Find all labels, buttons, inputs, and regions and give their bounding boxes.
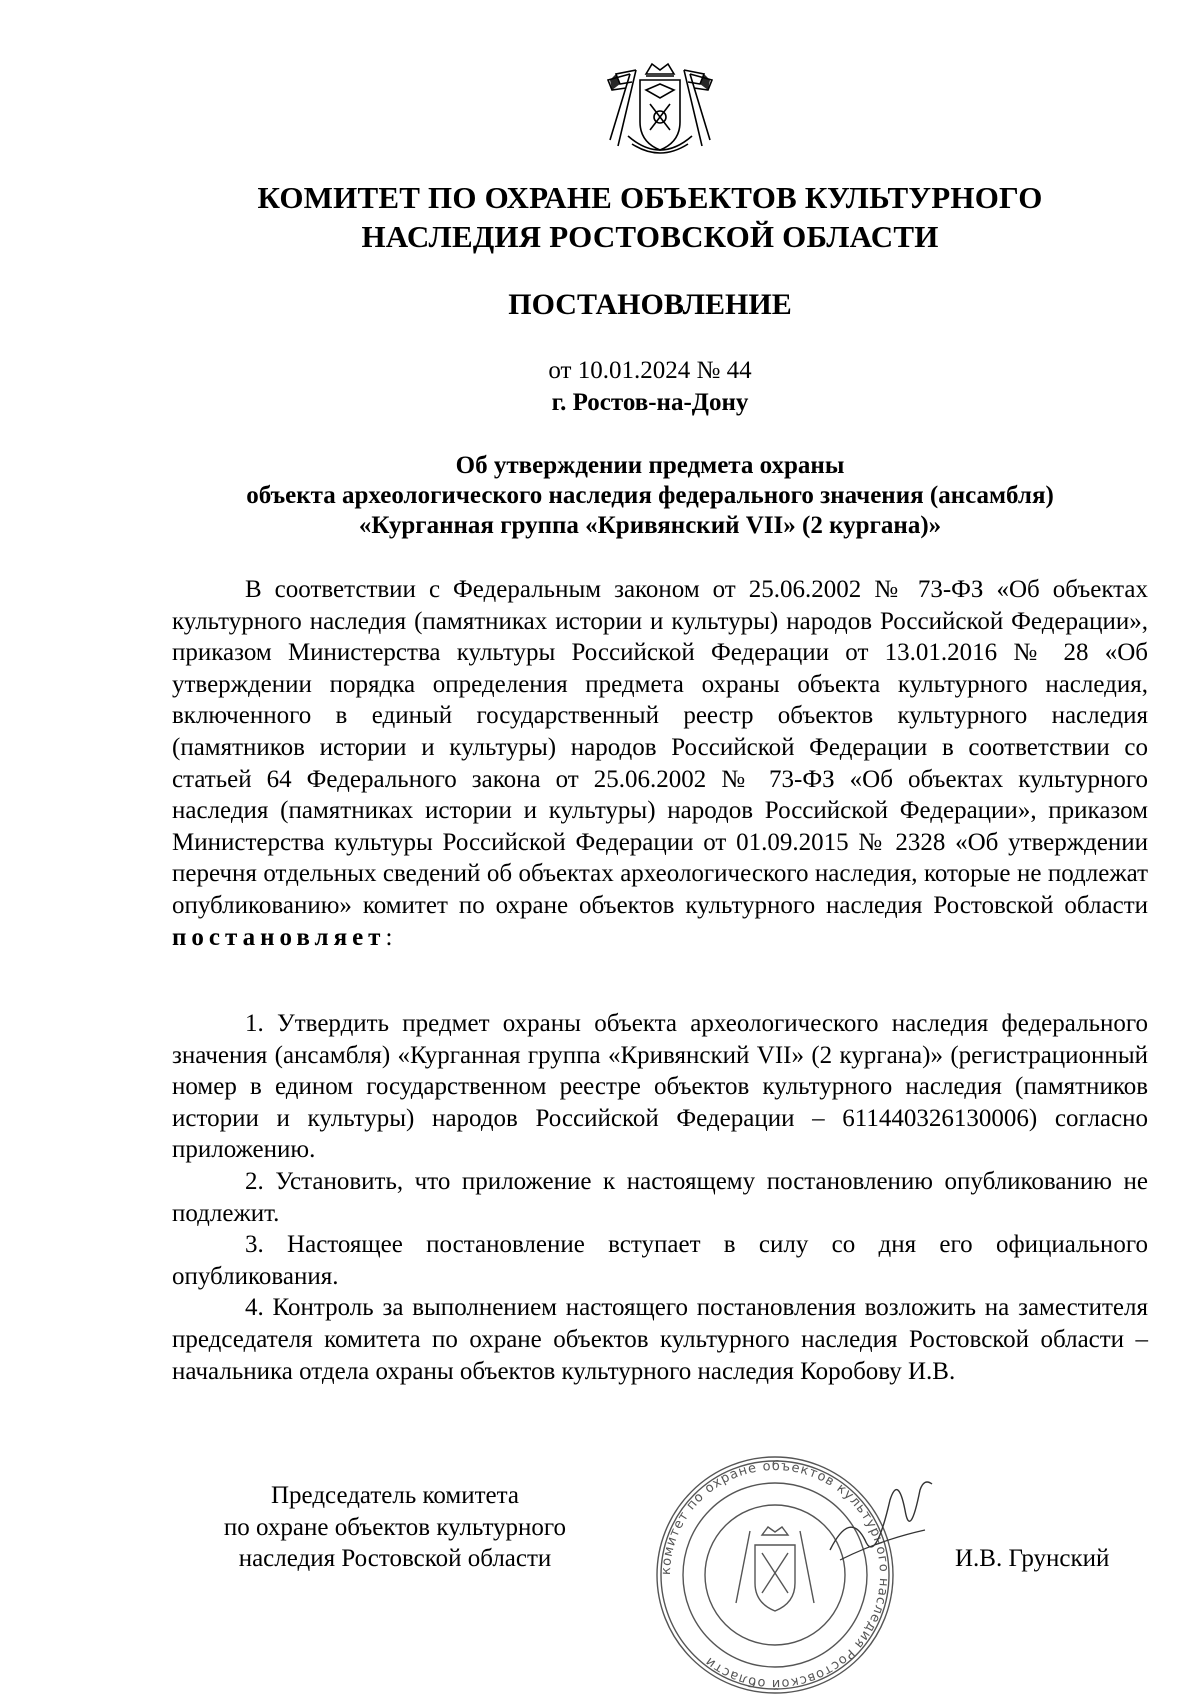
position-line-2: по охране объектов культурного [223,1513,567,1541]
document-type: ПОСТАНОВЛЕНИЕ [508,288,792,321]
preamble-paragraph [172,574,1148,953]
signatory-name: И.В. Грунский [955,1545,1110,1572]
handwritten-signature-icon [820,1470,940,1580]
preamble-text: В соответствии с Федеральным законом от 25.06.2002 № 73-ФЗ «Об объектах культурного наследия (памятниках истории и культуры) народов Российской Федерации», приказом Министерства культуры Российской Федерации от 13.01.2016 № 28 «Об утверждении порядка определения предмета охраны объекта культурного наследия, включенного в единый государственный реестр объектов культурного наследия (памятников истории и культуры) народов Российской Федерации в соответствии со статьей 64 Федерального закона от 25.06.2002 № 73-ФЗ «Об объектах культурного наследия (памятниках истории и культуры) народов Российской Федерации», приказом Министерства культуры Российской Федерации от 01.09.2015 № 2328 «Об утверждении перечня отдельных сведений об объектах археологического наследия, которые не подлежат опубликованию» комитет по охране объектов культурного наследия Ростовской области [172,576,1148,919]
org-line-1: КОМИТЕТ ПО ОХРАНЕ ОБЪЕКТОВ КУЛЬТУРНОГО [257,180,1043,215]
title-line-3: «Курганная группа «Кривянский VII» (2 кургана)» [358,512,942,539]
list-item: 3. Настоящее постановление вступает в силу со дня его официального опубликования. [172,1231,1148,1290]
position-line-3: наследия Ростовской области [238,1545,552,1573]
organization-name [150,178,1150,256]
decree-word: постановляет [172,923,386,951]
resolution-items [172,1008,1148,1387]
title-line-1: Об утверждении предмета охраны [455,452,845,479]
preamble [172,574,1148,953]
city: г. Ростов-на-Дону [551,389,749,416]
document-title [150,451,1150,541]
signatory-position [190,1480,600,1575]
position-line-1: Председатель комитета [271,1482,519,1509]
title-line-2: объекта археологического наследия федерального значения (ансамбля) [246,482,1054,509]
date-number: от 10.01.2024 № 44 [548,357,752,384]
decree-colon: : [385,923,393,951]
list-item: 1. Утвердить предмет охраны объекта археологического наследия федерального значения (ансамбля) «Курганная группа «Кривянский VII» (2 кургана)» (регистрационный номер в едином государственном реестре объектов культурного наследия (памятников истории и культуры) народов Российской Федерации – 611440326130006) согласно приложению. [172,1010,1148,1164]
coat-of-arms-icon [600,60,720,166]
org-line-2: НАСЛЕДИЯ РОСТОВСКОЙ ОБЛАСТИ [361,219,939,254]
seal-text: комитет по охране объектов культурного наследия Ростовской области [658,1458,892,1692]
list-item: 2. Установить, что приложение к настоящему постановлению опубликованию не подлежит. [172,1167,1148,1227]
list-item: 4. Контроль за выполнением настоящего постановления возложить на заместителя председателя комитета по охране объектов культурного наследия Ростовской области – начальника отдела охраны объектов культурного наследия Коробову И.В. [172,1294,1148,1385]
